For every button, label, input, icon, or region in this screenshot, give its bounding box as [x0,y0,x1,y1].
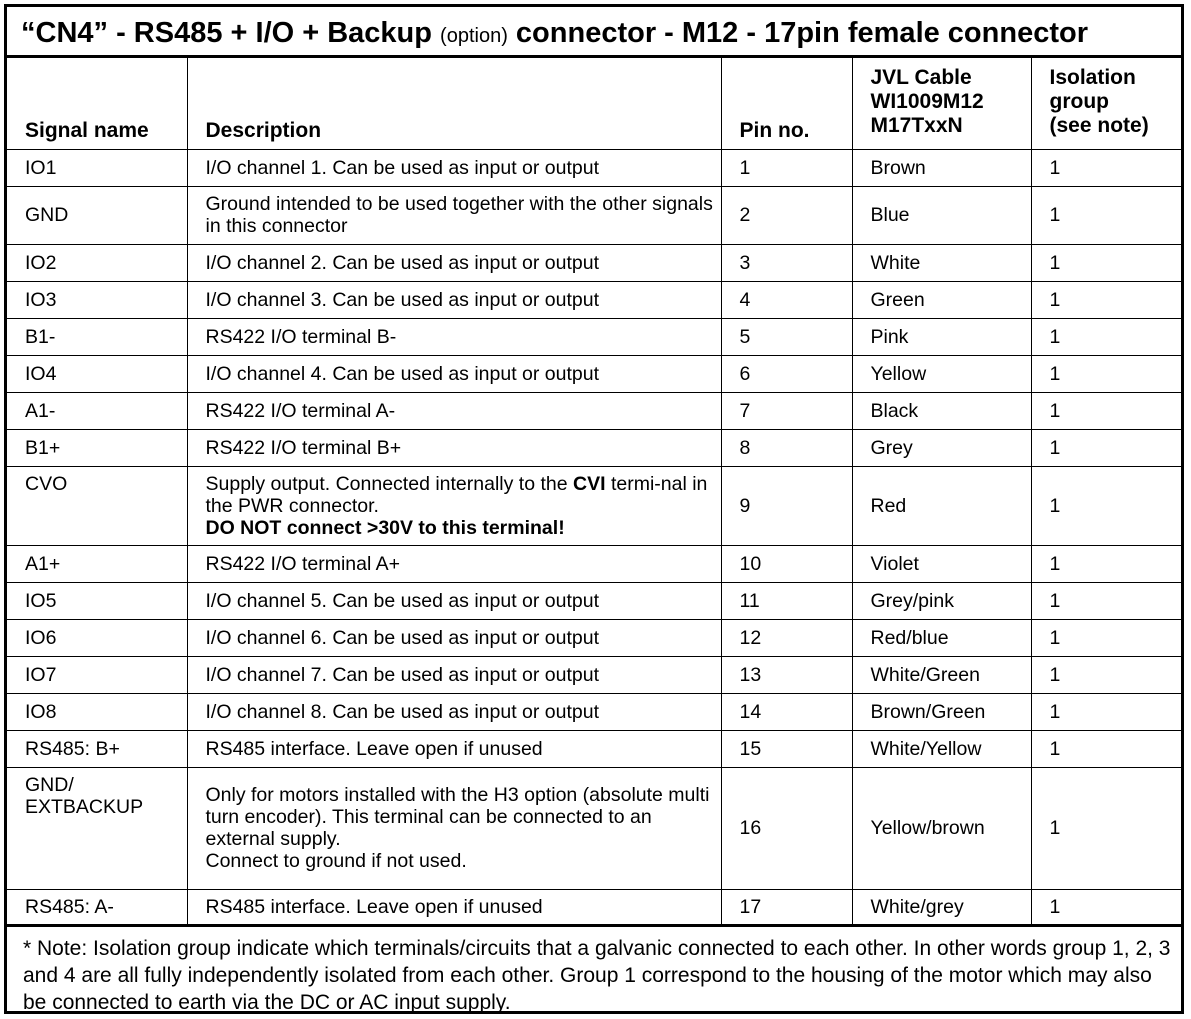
signal-cell: IO1 [7,149,187,186]
isolation-group-cell: 1 [1031,730,1181,767]
pin-cell: 6 [721,355,852,392]
signal-cell: IO5 [7,582,187,619]
signal-cell: RS485: A- [7,889,187,925]
isolation-group-cell: 1 [1031,318,1181,355]
signal-cell: IO6 [7,619,187,656]
pin-cell: 14 [721,693,852,730]
cable-color-cell: White/Yellow [852,730,1031,767]
warning-text: DO NOT connect >30V to this terminal! [205,516,565,539]
isolation-group-cell: 1 [1031,355,1181,392]
description-cell: I/O channel 3. Can be used as input or output [187,281,721,318]
isolation-group-cell: 1 [1031,619,1181,656]
pin-cell: 4 [721,281,852,318]
signal-cell: IO2 [7,244,187,281]
header-pin-no: Pin no. [721,58,852,149]
table-row [7,656,1181,693]
cable-color-cell: Green [852,281,1031,318]
signal-cell: GND/ EXTBACKUP [7,767,187,889]
isolation-group-cell: 1 [1031,767,1181,889]
description-cell: I/O channel 7. Can be used as input or output [187,656,721,693]
signal-cell: IO7 [7,656,187,693]
table-row [7,318,1181,355]
table-row [7,619,1181,656]
isolation-group-cell: 1 [1031,466,1181,545]
signal-cell: GND [7,186,187,244]
table-row [7,186,1181,244]
pin-cell: 10 [721,545,852,582]
isolation-note: * Note: Isolation group indicate which terminals/circuits that a galvanic connected to each other. In other words group 1, 2, 3 and 4 are all fully independently isolated from each other. Group 1 correspond to the housing of the motor which may also be connected to earth via the DC or AC input supply. [23,936,1171,1014]
cable-color-cell: White/grey [852,889,1031,925]
description-cell: Supply output. Connected internally to the CVI termi-nal in the PWR connector. DO NOT connect >30V to this terminal! [187,466,721,545]
pinout-table [7,58,1181,927]
title-connector: connector - M12 - 17pin female connector [515,17,1088,49]
cable-color-cell: Grey/pink [852,582,1031,619]
cable-color-cell: Red/blue [852,619,1031,656]
pin-cell: 9 [721,466,852,545]
isolation-group-cell: 1 [1031,149,1181,186]
title-main: “CN4” - RS485 + I/O + Backup [21,17,432,49]
pin-cell: 16 [721,767,852,889]
cable-color-cell: Red [852,466,1031,545]
table-row [7,244,1181,281]
description-cell: I/O channel 4. Can be used as input or output [187,355,721,392]
cable-color-cell: Grey [852,429,1031,466]
title-option: (option) [440,25,508,47]
signal-cell: IO4 [7,355,187,392]
pin-cell: 5 [721,318,852,355]
table-row [7,889,1181,925]
pin-cell: 13 [721,656,852,693]
pin-cell: 17 [721,889,852,925]
description-cell: RS422 I/O terminal A- [187,392,721,429]
isolation-group-cell: 1 [1031,392,1181,429]
cable-color-cell: White/Green [852,656,1031,693]
signal-cell: A1+ [7,545,187,582]
description-cell: RS422 I/O terminal B- [187,318,721,355]
cable-color-cell: Yellow/brown [852,767,1031,889]
table-row [7,545,1181,582]
table-row [7,429,1181,466]
isolation-group-cell: 1 [1031,693,1181,730]
header-jvl-cable: JVL Cable WI1009M12 M17TxxN [852,58,1031,149]
description-cell: RS485 interface. Leave open if unused [187,889,721,925]
signal-cell: B1- [7,318,187,355]
description-cell: I/O channel 6. Can be used as input or output [187,619,721,656]
cable-color-cell: Brown/Green [852,693,1031,730]
pin-cell: 8 [721,429,852,466]
description-cell: I/O channel 2. Can be used as input or output [187,244,721,281]
cable-color-cell: Blue [852,186,1031,244]
table-row [7,392,1181,429]
signal-cell: RS485: B+ [7,730,187,767]
pin-cell: 11 [721,582,852,619]
pin-cell: 2 [721,186,852,244]
connector-spec-sheet [4,4,1184,1014]
description-cell: Ground intended to be used together with the other signals in this connector [187,186,721,244]
description-cell: Only for motors installed with the H3 option (absolute multi turn encoder). This terminal can be connected to an external supply. Connect to ground if not used. [187,767,721,889]
signal-cell: CVO [7,466,187,545]
signal-cell: A1- [7,392,187,429]
description-cell: I/O channel 8. Can be used as input or output [187,693,721,730]
isolation-group-cell: 1 [1031,244,1181,281]
isolation-group-cell: 1 [1031,186,1181,244]
isolation-group-cell: 1 [1031,429,1181,466]
pin-cell: 15 [721,730,852,767]
table-row [7,355,1181,392]
table-row [7,730,1181,767]
table-row [7,582,1181,619]
table-row [7,767,1181,889]
cable-color-cell: Pink [852,318,1031,355]
cable-color-cell: Black [852,392,1031,429]
description-cell: I/O channel 1. Can be used as input or output [187,149,721,186]
description-cell: I/O channel 5. Can be used as input or output [187,582,721,619]
isolation-group-cell: 1 [1031,889,1181,925]
signal-cell: IO3 [7,281,187,318]
pin-cell: 1 [721,149,852,186]
cable-color-cell: Yellow [852,355,1031,392]
pin-cell: 7 [721,392,852,429]
table-row [7,149,1181,186]
header-signal-name: Signal name [7,58,187,149]
pin-cell: 12 [721,619,852,656]
header-isolation-group: Isolation group (see note) [1031,58,1181,149]
isolation-group-cell: 1 [1031,656,1181,693]
table-row [7,693,1181,730]
description-cell: RS422 I/O terminal B+ [187,429,721,466]
description-cell: RS422 I/O terminal A+ [187,545,721,582]
description-cell: RS485 interface. Leave open if unused [187,730,721,767]
table-row [7,281,1181,318]
table-header-row [7,58,1181,149]
header-description: Description [187,58,721,149]
signal-cell: B1+ [7,429,187,466]
signal-cell: IO8 [7,693,187,730]
cable-color-cell: White [852,244,1031,281]
isolation-group-cell: 1 [1031,582,1181,619]
pin-cell: 3 [721,244,852,281]
table-row [7,466,1181,545]
cable-color-cell: Violet [852,545,1031,582]
isolation-group-cell: 1 [1031,281,1181,318]
cable-color-cell: Brown [852,149,1031,186]
page-title [7,7,1181,58]
isolation-group-cell: 1 [1031,545,1181,582]
